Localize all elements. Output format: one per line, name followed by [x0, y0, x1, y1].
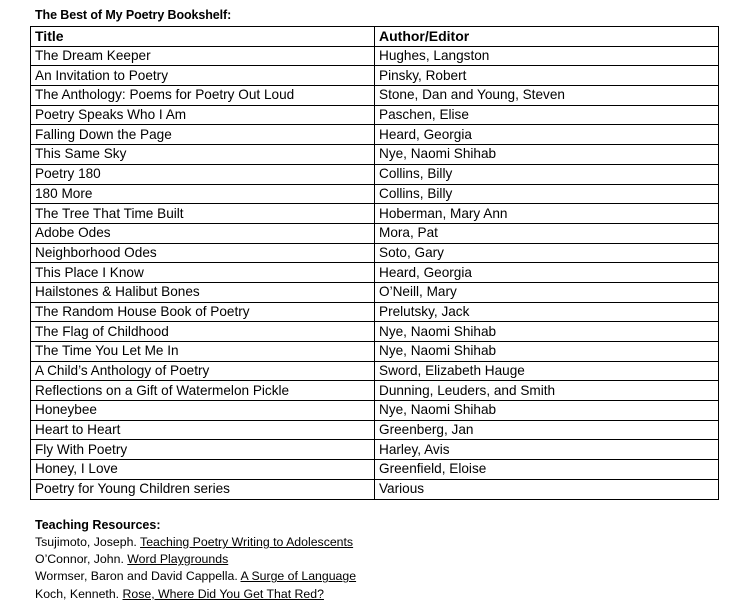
book-title-cell: A Child’s Anthology of Poetry: [31, 361, 375, 381]
table-row: [31, 145, 719, 165]
book-author-cell: Prelutsky, Jack: [375, 302, 719, 322]
table-row: [31, 105, 719, 125]
table-row: [31, 401, 719, 421]
table-row: [31, 381, 719, 401]
book-title-cell: Poetry 180: [31, 164, 375, 184]
book-author-cell: Paschen, Elise: [375, 105, 719, 125]
book-author-cell: Sword, Elizabeth Hauge: [375, 361, 719, 381]
table-row: [31, 302, 719, 322]
resource-author: Koch, Kenneth.: [35, 586, 123, 601]
book-title-cell: The Dream Keeper: [31, 46, 375, 66]
column-header-title: Title: [31, 27, 375, 47]
column-header-author: Author/Editor: [375, 27, 719, 47]
table-row: [31, 282, 719, 302]
book-title-cell: Adobe Odes: [31, 223, 375, 243]
book-author-cell: Harley, Avis: [375, 440, 719, 460]
table-row: [31, 460, 719, 480]
book-title-cell: An Invitation to Poetry: [31, 66, 375, 86]
teaching-resources-section: [35, 518, 356, 603]
table-row: [31, 204, 719, 224]
book-title-cell: 180 More: [31, 184, 375, 204]
table-row: [31, 223, 719, 243]
book-author-cell: Greenfield, Eloise: [375, 460, 719, 480]
book-title-cell: Hailstones & Halibut Bones: [31, 282, 375, 302]
teaching-resources-list: [35, 534, 356, 603]
book-author-cell: Heard, Georgia: [375, 125, 719, 145]
book-author-cell: Stone, Dan and Young, Steven: [375, 86, 719, 106]
book-title-cell: Fly With Poetry: [31, 440, 375, 460]
book-author-cell: Nye, Naomi Shihab: [375, 342, 719, 362]
book-author-cell: Various: [375, 479, 719, 499]
resource-title-link[interactable]: A Surge of Language: [240, 569, 357, 584]
book-author-cell: Nye, Naomi Shihab: [375, 401, 719, 421]
resource-author: O’Connor, John.: [35, 552, 128, 567]
table-row: [31, 243, 719, 263]
resource-title-link[interactable]: Rose, Where Did You Get That Red?: [122, 586, 324, 601]
table-header-row: [31, 27, 719, 47]
resource-item: [35, 568, 356, 585]
book-title-cell: The Flag of Childhood: [31, 322, 375, 342]
book-title-cell: This Same Sky: [31, 145, 375, 165]
table-row: [31, 86, 719, 106]
book-author-cell: Collins, Billy: [375, 164, 719, 184]
table-row: [31, 263, 719, 283]
book-author-cell: Dunning, Leuders, and Smith: [375, 381, 719, 401]
book-author-cell: Soto, Gary: [375, 243, 719, 263]
table-row: [31, 46, 719, 66]
bookshelf-table: [30, 26, 719, 500]
book-title-cell: Falling Down the Page: [31, 125, 375, 145]
book-author-cell: Mora, Pat: [375, 223, 719, 243]
book-author-cell: Hughes, Langston: [375, 46, 719, 66]
resource-item: [35, 586, 356, 603]
resource-title-link[interactable]: Teaching Poetry Writing to Adolescents: [140, 535, 354, 549]
book-title-cell: Heart to Heart: [31, 420, 375, 440]
bookshelf-table-body: [31, 46, 719, 499]
resource-author: Wormser, Baron and David Cappella.: [35, 569, 241, 584]
book-author-cell: Nye, Naomi Shihab: [375, 145, 719, 165]
book-title-cell: The Anthology: Poems for Poetry Out Loud: [31, 86, 375, 106]
book-author-cell: Collins, Billy: [375, 184, 719, 204]
book-title-cell: Poetry Speaks Who I Am: [31, 105, 375, 125]
resource-title-link[interactable]: Word Playgrounds: [127, 552, 229, 567]
book-author-cell: Nye, Naomi Shihab: [375, 322, 719, 342]
book-author-cell: Pinsky, Robert: [375, 66, 719, 86]
book-title-cell: Honey, I Love: [31, 460, 375, 480]
resource-author: Tsujimoto, Joseph.: [35, 535, 141, 549]
book-title-cell: The Random House Book of Poetry: [31, 302, 375, 322]
table-row: [31, 440, 719, 460]
table-row: [31, 479, 719, 499]
table-row: [31, 342, 719, 362]
book-author-cell: Heard, Georgia: [375, 263, 719, 283]
table-row: [31, 125, 719, 145]
book-author-cell: O’Neill, Mary: [375, 282, 719, 302]
book-title-cell: The Tree That Time Built: [31, 204, 375, 224]
table-row: [31, 66, 719, 86]
book-author-cell: Greenberg, Jan: [375, 420, 719, 440]
table-row: [31, 361, 719, 381]
book-title-cell: Poetry for Young Children series: [31, 479, 375, 499]
book-title-cell: The Time You Let Me In: [31, 342, 375, 362]
resource-item: [35, 551, 356, 568]
table-row: [31, 164, 719, 184]
book-title-cell: This Place I Know: [31, 263, 375, 283]
teaching-resources-heading: Teaching Resources:: [35, 518, 161, 532]
book-title-cell: Reflections on a Gift of Watermelon Pickle: [31, 381, 375, 401]
bookshelf-heading: The Best of My Poetry Bookshelf:: [35, 8, 232, 22]
resource-item: [35, 534, 356, 551]
book-title-cell: Neighborhood Odes: [31, 243, 375, 263]
table-row: [31, 322, 719, 342]
table-row: [31, 420, 719, 440]
book-author-cell: Hoberman, Mary Ann: [375, 204, 719, 224]
table-row: [31, 184, 719, 204]
book-title-cell: Honeybee: [31, 401, 375, 421]
